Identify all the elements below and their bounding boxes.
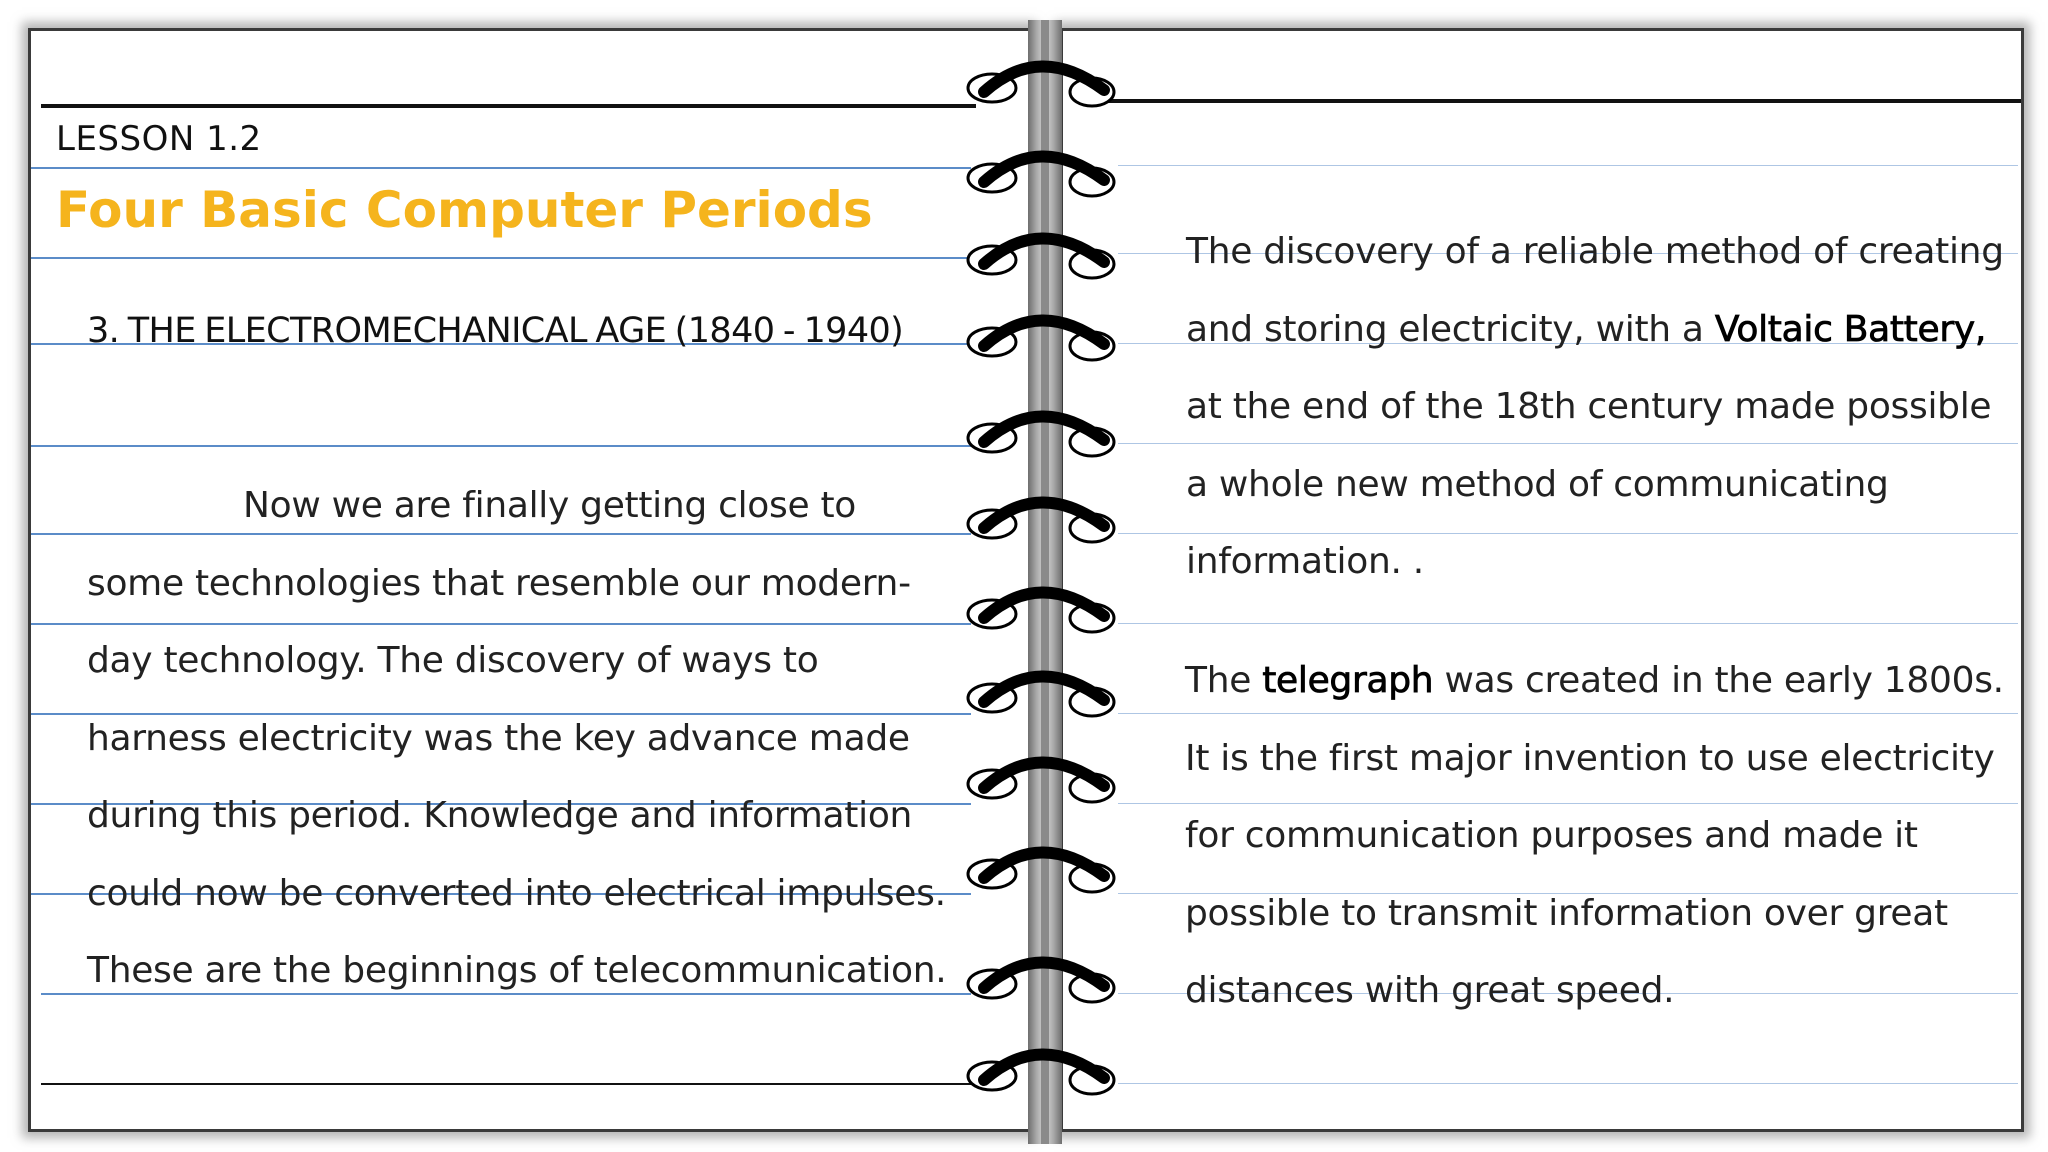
binding-ring bbox=[968, 502, 1114, 542]
paragraph-text: was created in the early 1800s. It is the first major invention to use electricity for communication purposes and made it possible to transmit information over great distances with great speed. bbox=[1185, 660, 2004, 1011]
binding-ring bbox=[968, 592, 1114, 632]
paragraph-text: at the end of the 18th century made possible a whole new method of communicating information. . bbox=[1186, 386, 1992, 582]
top-rule bbox=[1098, 99, 2023, 103]
ruled-line bbox=[31, 257, 971, 259]
page-title: Four Basic Computer Periods bbox=[56, 181, 873, 239]
section-heading: 3. THE ELECTROMECHANICAL AGE (1840 - 1940) bbox=[87, 311, 904, 351]
ruled-line bbox=[1118, 165, 2018, 166]
left-page bbox=[28, 28, 1031, 1132]
bottom-rule bbox=[41, 1083, 976, 1085]
binding-ring bbox=[968, 676, 1114, 716]
highlight-term: Voltaic Battery, bbox=[1714, 308, 1986, 350]
binding-ring bbox=[968, 238, 1114, 278]
binding-ring bbox=[968, 962, 1114, 1002]
paragraph-text: The bbox=[1185, 660, 1263, 701]
ruled-line bbox=[31, 445, 971, 447]
bottom-rule bbox=[1118, 1083, 2018, 1084]
binding-ring bbox=[968, 320, 1114, 360]
binding-ring bbox=[968, 1054, 1114, 1094]
left-body-text: Now we are finally getting close to some technologies that resemble our modern-day technology. The discovery of ways to harness electricity was the key advance made during this period. Knowledge and information could now be converted into electrical impulses. These are the beginnings of telecommunication. bbox=[87, 485, 947, 991]
paragraph-text: The discovery of a reliable method of creating and storing electricity, with a bbox=[1186, 231, 2004, 350]
ruled-line bbox=[31, 167, 971, 169]
top-rule bbox=[41, 104, 976, 108]
ruled-line bbox=[1118, 623, 2018, 624]
binding-rings bbox=[960, 0, 1130, 1152]
right-paragraph-1 bbox=[1186, 213, 2006, 601]
binding-ring bbox=[968, 762, 1114, 802]
lesson-label: LESSON 1.2 bbox=[56, 119, 262, 159]
highlight-term: telegraph bbox=[1262, 660, 1434, 701]
binding-ring bbox=[968, 852, 1114, 892]
binding-ring bbox=[968, 66, 1114, 106]
binding-ring bbox=[968, 416, 1114, 456]
right-paragraph-2 bbox=[1185, 642, 2005, 1030]
binding-ring bbox=[968, 156, 1114, 196]
right-page bbox=[1060, 28, 2024, 1132]
